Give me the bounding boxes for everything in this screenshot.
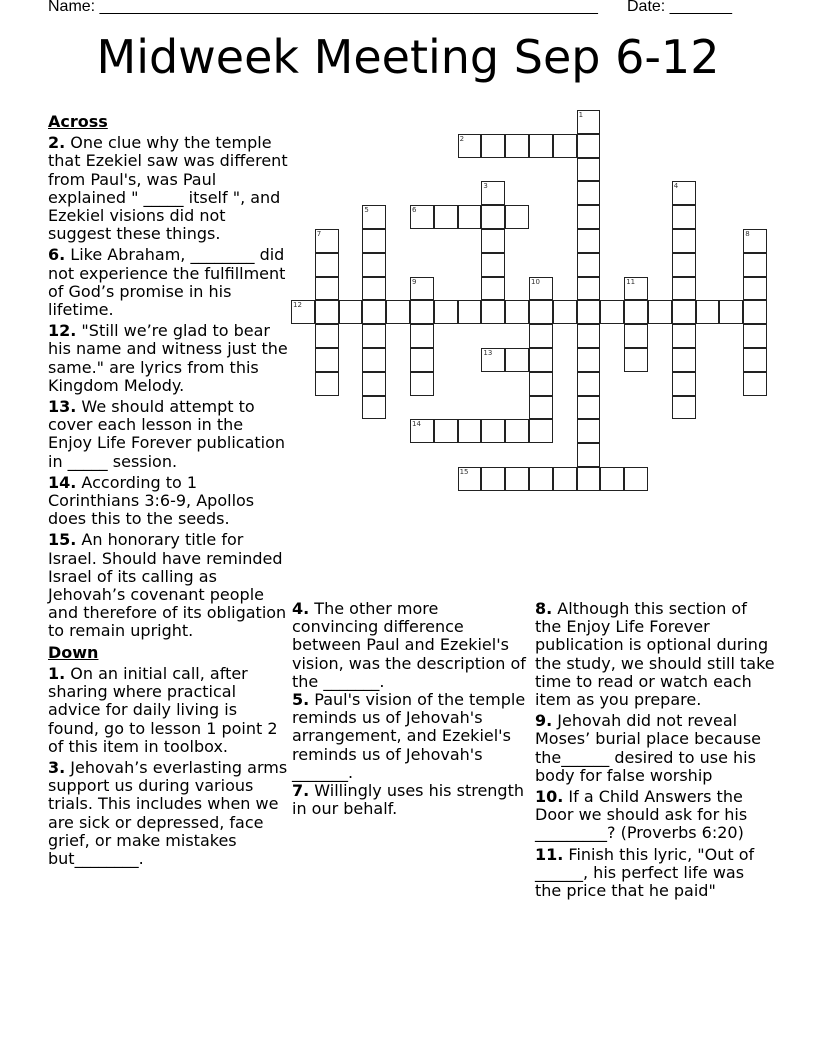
grid-cell[interactable]	[719, 300, 743, 324]
grid-cell[interactable]	[577, 253, 601, 277]
grid-cell[interactable]	[672, 324, 696, 348]
grid-cell[interactable]	[743, 253, 767, 277]
grid-cell[interactable]	[410, 348, 434, 372]
clue-number: 11.	[535, 844, 564, 864]
clue-number: 2.	[48, 133, 66, 153]
cell-number: 1	[578, 111, 584, 119]
grid-cell[interactable]	[458, 419, 482, 443]
clue-number: 12.	[48, 321, 77, 341]
grid-cell[interactable]	[529, 372, 553, 396]
clue-down-1	[48, 665, 288, 756]
grid-cell[interactable]	[672, 372, 696, 396]
clue-down-8	[535, 600, 775, 709]
grid-cell[interactable]	[577, 229, 601, 253]
grid-cell[interactable]	[672, 396, 696, 420]
grid-cell[interactable]	[315, 253, 339, 277]
clue-number: 3.	[48, 757, 66, 777]
grid-cell[interactable]	[362, 253, 386, 277]
clue-number: 4.	[292, 599, 310, 618]
clue-down-10	[535, 788, 775, 843]
grid-cell[interactable]	[362, 324, 386, 348]
grid-cell[interactable]	[624, 277, 648, 301]
clue-text: Although this section of the Enjoy Life Forever publication is optional during the study, we should still take time to read or watch each item as you prepare.	[535, 599, 775, 710]
cell-number: 12	[293, 301, 302, 310]
grid-cell[interactable]	[410, 372, 434, 396]
grid-cell[interactable]	[505, 348, 529, 372]
grid-cell[interactable]	[696, 300, 720, 324]
grid-cell[interactable]	[672, 300, 696, 324]
grid-cell[interactable]	[410, 277, 434, 301]
grid-cell[interactable]	[624, 300, 648, 324]
clue-number: 14.	[48, 472, 77, 492]
grid-cell[interactable]	[315, 277, 339, 301]
clue-text: Like Abraham, ________ did not experience the fulfillment of God’s promise in his lifetime.	[48, 245, 286, 320]
grid-cell[interactable]	[434, 300, 458, 324]
grid-cell[interactable]	[481, 181, 505, 205]
grid-cell[interactable]	[505, 134, 529, 158]
clue-number: 15.	[48, 530, 77, 550]
grid-cell[interactable]	[362, 372, 386, 396]
grid-cell[interactable]	[743, 277, 767, 301]
cell-number: 5	[364, 206, 369, 215]
grid-cell[interactable]	[624, 467, 648, 491]
cell-number: 6	[412, 206, 417, 215]
grid-cell[interactable]	[577, 467, 601, 491]
grid-cell[interactable]	[553, 300, 577, 324]
cell-number: 3	[483, 182, 488, 191]
clue-down-11	[535, 846, 775, 901]
grid-cell[interactable]	[577, 134, 601, 158]
grid-cell[interactable]	[529, 348, 553, 372]
grid-cell[interactable]	[315, 348, 339, 372]
grid-cell[interactable]	[600, 300, 624, 324]
clue-across-12	[48, 322, 288, 395]
grid-cell[interactable]	[577, 181, 601, 205]
grid-cell[interactable]	[481, 348, 505, 372]
clue-down-5	[292, 691, 527, 782]
cell-number: 10	[531, 277, 540, 286]
grid-cell[interactable]	[362, 348, 386, 372]
grid-cell[interactable]	[672, 253, 696, 277]
clue-text: Jehovah did not reveal Moses’ burial place because the______ desired to use his body for false worship	[535, 711, 761, 785]
clue-text: If a Child Answers the Door we should ask for his _________? (Proverbs 6:20)	[535, 787, 748, 843]
grid-cell[interactable]	[291, 300, 315, 324]
grid-cell[interactable]	[529, 324, 553, 348]
grid-cell[interactable]	[577, 324, 601, 348]
grid-cell[interactable]	[362, 277, 386, 301]
clue-number: 6.	[48, 245, 66, 265]
grid-cell[interactable]	[743, 372, 767, 396]
clue-number: 9.	[535, 711, 553, 731]
grid-cell[interactable]	[529, 467, 553, 491]
grid-cell[interactable]	[529, 134, 553, 158]
grid-cell[interactable]	[481, 467, 505, 491]
grid-cell[interactable]	[315, 324, 339, 348]
cell-number: 9	[412, 277, 417, 286]
grid-cell[interactable]	[553, 467, 577, 491]
grid-cell[interactable]	[458, 300, 482, 324]
grid-cell[interactable]	[410, 300, 434, 324]
clue-text: Finish this lyric, "Out of ______, his perfect life was the price that he paid"	[535, 844, 755, 901]
clue-across-6	[48, 246, 288, 319]
clue-number: 10.	[535, 787, 564, 807]
clue-text: Willingly uses his strength in our behalf.	[292, 781, 524, 819]
grid-cell[interactable]	[529, 419, 553, 443]
grid-cell[interactable]	[672, 348, 696, 372]
grid-cell[interactable]	[577, 158, 601, 182]
grid-cell[interactable]	[743, 300, 767, 324]
grid-cell[interactable]	[505, 467, 529, 491]
grid-cell[interactable]	[577, 396, 601, 420]
clue-across-13	[48, 398, 288, 471]
clue-text: On an initial call, after sharing where practical advice for daily living is found, go to lesson 1 point 2 of this item in toolbox.	[48, 663, 278, 756]
grid-cell[interactable]	[410, 419, 434, 443]
grid-cell[interactable]	[481, 419, 505, 443]
cell-number: 15	[459, 468, 469, 476]
grid-cell[interactable]	[577, 443, 601, 467]
grid-cell[interactable]	[458, 134, 482, 158]
grid-cell[interactable]	[600, 467, 624, 491]
grid-cell[interactable]	[624, 324, 648, 348]
clue-text: Paul's vision of the temple reminds us of Jehovah's arrangement, and Ezekiel's reminds us of Jehovah's _______.	[292, 690, 526, 782]
clue-down-7	[292, 782, 527, 818]
grid-cell[interactable]	[577, 419, 601, 443]
clue-text: Jehovah’s everlasting arms support us during various trials. This includes when we are sick or depressed, face grief, or make mistakes but________.	[48, 757, 288, 868]
clue-across-15	[48, 531, 288, 640]
grid-cell[interactable]	[410, 324, 434, 348]
clue-number: 7.	[292, 781, 310, 801]
clue-column-middle	[292, 600, 527, 818]
grid-cell[interactable]	[362, 300, 386, 324]
grid-cell[interactable]	[672, 205, 696, 229]
clue-number: 13.	[48, 397, 77, 417]
grid-cell[interactable]	[743, 324, 767, 348]
cell-number: 8	[745, 230, 750, 238]
grid-cell[interactable]	[624, 348, 648, 372]
cell-number: 13	[483, 349, 493, 357]
grid-cell[interactable]	[648, 300, 672, 324]
cell-number: 2	[459, 134, 465, 143]
name-field[interactable]	[48, 0, 598, 16]
date-field[interactable]	[627, 0, 732, 16]
clue-text: According to 1 Corinthians 3:6-9, Apollos does this to the seeds.	[48, 472, 255, 529]
clue-across-2	[48, 134, 288, 243]
name-label: Name:	[48, 0, 96, 15]
grid-cell[interactable]	[505, 300, 529, 324]
clue-number: 1.	[48, 663, 66, 683]
grid-cell[interactable]	[434, 205, 458, 229]
clue-down-4	[292, 600, 527, 691]
grid-cell[interactable]	[743, 229, 767, 253]
grid-cell[interactable]	[339, 300, 363, 324]
clue-text: An honorary title for Israel. Should have reminded Israel of its calling as Jehovah’s covenant people and therefore of its obligation to remain upright.	[48, 530, 287, 641]
grid-cell[interactable]	[362, 229, 386, 253]
grid-cell[interactable]	[529, 277, 553, 301]
grid-cell[interactable]	[315, 300, 339, 324]
across-heading: Across	[48, 112, 108, 131]
clue-text: The other more convincing difference between Paul and Ezekiel's vision, was the description of the _______.	[292, 599, 526, 691]
grid-cell[interactable]	[434, 419, 458, 443]
cell-number: 4	[673, 182, 679, 191]
grid-cell[interactable]	[481, 253, 505, 277]
grid-cell[interactable]	[577, 205, 601, 229]
clue-number: 5.	[292, 690, 310, 710]
grid-cell[interactable]	[553, 134, 577, 158]
down-heading: Down	[48, 642, 99, 662]
date-line[interactable]: _______	[669, 0, 732, 15]
clue-text: "Still we’re glad to bear his name and witness just the same." are lyrics from this Kingdom Melody.	[48, 321, 288, 395]
grid-cell[interactable]	[529, 396, 553, 420]
date-label: Date:	[627, 0, 666, 15]
grid-cell[interactable]	[481, 205, 505, 229]
clue-column-left	[48, 113, 288, 871]
grid-cell[interactable]	[458, 467, 482, 491]
grid-cell[interactable]	[672, 277, 696, 301]
grid-cell[interactable]	[743, 348, 767, 372]
clue-text: We should attempt to cover each lesson in the Enjoy Life Forever publication in _____ session.	[48, 397, 286, 471]
grid-cell[interactable]	[505, 205, 529, 229]
grid-cell[interactable]	[362, 205, 386, 229]
grid-cell[interactable]	[529, 300, 553, 324]
name-line[interactable]: ________________________________________________________	[99, 0, 598, 15]
grid-cell[interactable]	[362, 396, 386, 420]
grid-cell[interactable]	[458, 205, 482, 229]
clue-column-right	[535, 600, 775, 903]
grid-cell[interactable]	[577, 277, 601, 301]
grid-cell[interactable]	[386, 300, 410, 324]
grid-cell[interactable]	[672, 229, 696, 253]
clue-number: 8.	[535, 599, 553, 618]
grid-cell[interactable]	[577, 348, 601, 372]
grid-cell[interactable]	[577, 372, 601, 396]
page-title: Midweek Meeting Sep 6-12	[96, 30, 720, 84]
clue-across-14	[48, 474, 288, 529]
grid-cell[interactable]	[481, 134, 505, 158]
cell-number: 14	[412, 420, 421, 429]
grid-cell[interactable]	[577, 300, 601, 324]
clue-down-9	[535, 712, 775, 785]
grid-cell[interactable]	[410, 205, 434, 229]
grid-cell[interactable]	[315, 372, 339, 396]
cell-number: 7	[316, 230, 322, 238]
grid-cell[interactable]	[672, 181, 696, 205]
grid-cell[interactable]	[577, 110, 601, 134]
grid-cell[interactable]	[481, 229, 505, 253]
grid-cell[interactable]	[481, 277, 505, 301]
grid-cell[interactable]	[481, 300, 505, 324]
grid-cell[interactable]	[315, 229, 339, 253]
cell-number: 11	[626, 277, 636, 286]
clue-down-3	[48, 759, 288, 868]
grid-cell[interactable]	[505, 419, 529, 443]
clue-text: One clue why the temple that Ezekiel saw was different from Paul's, was Paul explained " _____ itself ", and Ezekiel visions did not suggest these things.	[48, 133, 288, 244]
